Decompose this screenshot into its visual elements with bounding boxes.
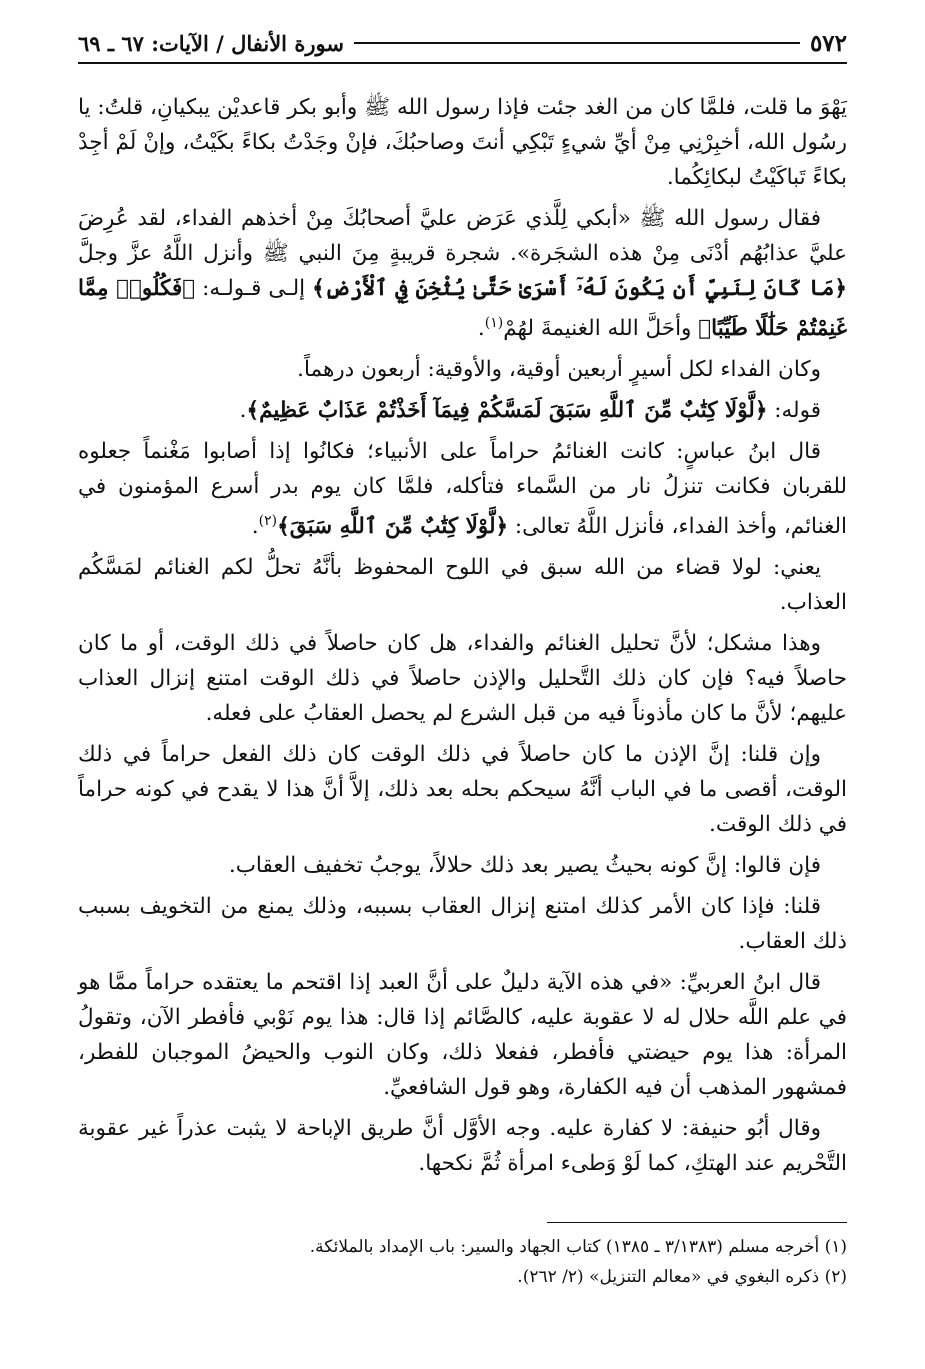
text-segment: قال ابنُ العربيِّ: «في هذه الآية دليلٌ على أنَّ العبد إذا اقتحم ما يعتقده حراماً ممَّا هو في علم اللَّه حلال له لا عقوبة عليه، كالصَّائم إذا قال: هذا يوم نَوْبي فأفطر الآن، وتقولُ المرأة: هذا يوم حيضتي فأفطر، ففعلا ذلك، وكان النوب والحيضُ الموجبان للفطر، فمشهور المذهب أن فيه الكفارة، وهو قول الشافعيِّ.: [78, 970, 847, 1101]
paragraph: [78, 737, 847, 842]
body-text: [78, 90, 847, 1187]
paragraph: [78, 90, 847, 195]
paragraph: [78, 201, 847, 346]
header-line: [354, 42, 800, 44]
footnotes: [78, 1232, 847, 1292]
text-segment: وإن قلنا: إنَّ الإذن ما كان حاصلاً في ذلك الوقت كان ذلك الفعل حراماً في ذلك الوقت، أقصى ما في الباب أنَّهُ سيحكم بحله بعد ذلك، إلاَّ أنَّ هذا لا يقدح في كونه حراماً في ذلك الوقت.: [78, 742, 847, 838]
quran-verse: ﴿لَّوْلَا كِتَٰبٌ مِّنَ ٱللَّهِ سَبَقَ لَمَسَّكُمْ فِيمَآ أَخَذْتُمْ عَذَابٌ عَظِيمٌ﴾: [246, 398, 768, 424]
text-segment: يعني: لولا قضاء من الله سبق في اللوح المحفوظ بأنَّهُ تحلُّ لكم الغنائم لمَسَّكُم العذاب.: [78, 555, 847, 616]
text-segment: وهذا مشكل؛ لأنَّ تحليل الغنائم والفداء، هل كان حاصلاً في ذلك الوقت، أو ما كان حاصلاً فيه؟ فإن كان ذلك التَّحليل والإذن حاصلاً في ذلك الوقت امتنع إنزال العذاب عليهم؛ لأنَّ ما كان مأذوناً فيه من قبل الشرع لم يحصل العقابُ على فعله.: [78, 631, 847, 727]
page-header: [78, 26, 847, 60]
text-segment: قلنا: فإذا كان الأمر كذلك امتنع إنزال العقاب بسببه، وذلك يمنع من التخويف بسبب ذلك العقاب.: [78, 894, 847, 955]
text-segment: يَهْوَ ما قلت، فلمَّا كان من الغد جئت فإذا رسول الله ﷺ وأبو بكر قاعديْن يبكيانِ، قلتُ: يا رسُول الله، أخبِرْنِي مِنْ أيِّ شيءٍ تَبْكِي أنتَ وصاحبُكَ، فإنْ وجَدْتُ بكاءً بكَيْتُ، وإنْ لَمْ أجِدْ بكاءً تَباكَيْتُ لبكائِكُما.: [78, 95, 847, 190]
paragraph: [78, 889, 847, 959]
header-rule: [78, 62, 847, 64]
text-segment: .: [239, 398, 247, 424]
paragraph: [78, 1111, 847, 1181]
paragraph: [78, 393, 847, 428]
page-number: ٥٧٢: [809, 29, 847, 57]
paragraph: [78, 352, 847, 387]
text-segment: فقال رسول الله ﷺ «أبكي لِلَّذي عَرَض عليَّ أصحابُكَ مِنْ أخذهم الفداء، لقد عُرِضَ عليَّ عذابُهُم أدْنَى مِنْ هذه الشجَرة». شجرة قريبةٍ مِنَ النبي ﷺ وأنزل اللَّهُ عزَّ وجلَّ: [78, 206, 847, 266]
text-segment: إلـى قـولـه:: [195, 276, 313, 301]
text-segment: قال ابنُ عباسٍ: كانت الغنائمُ حراماً على الأنبياء؛ فكانُوا إذا أصابوا مَغْنماً جعلوه للقربان فكانت تنزلُ نار من السَّماء فتأكله، فلمَّا كان يوم بدر أسرع المؤمنون في الغنائم، وأخذ الفداء، فأنزل اللَّهُ تعالى:: [78, 439, 847, 540]
quran-verse: ﴿مَا كَانَ لِنَبِيٍّ أَن يَكُونَ لَهُۥٓ أَسْرَىٰ حَتَّىٰ يُثْخِنَ فِي ٱلْأَرْضِ﴾: [312, 276, 847, 301]
quran-verse: ﴿فَكُلُوا۟ مِمَّا غَنِمْتُمْ حَلَٰلًا طَيِّبًا﴾: [78, 276, 847, 342]
paragraph: [78, 434, 847, 544]
paragraph: [78, 965, 847, 1105]
paragraph: [78, 550, 847, 620]
text-segment: .: [477, 316, 485, 342]
footnote-ref: (٢): [258, 513, 278, 530]
footnote: (١) أخرجه مسلم (٣/١٣٨٣ ـ ١٣٨٥) كتاب الجهاد والسير: باب الإمداد بالملائكة.: [309, 1237, 847, 1257]
paragraph: [78, 848, 847, 883]
footnote-separator: [547, 1222, 847, 1223]
text-segment: وأحَلَّ الله الغنيمةَ لهُمْ: [503, 316, 699, 342]
running-title: سورة الأنفال / الآيات: ٦٧ ـ ٦٩: [78, 30, 344, 56]
text-segment: .: [251, 514, 259, 540]
text-segment: وكان الفداء لكل أسيرٍ أربعين أوقية، والأوقية: أربعون درهماً.: [297, 357, 821, 383]
footnote: (٢) ذكره البغوي في «معالم التنزيل» (٢/ ٢٦٢).: [517, 1267, 847, 1287]
quran-verse: ﴿لَّوْلَا كِتَٰبٌ مِّنَ ٱللَّهِ سَبَقَ﴾: [277, 514, 509, 540]
paragraph: [78, 626, 847, 731]
text-segment: فإن قالوا: إنَّ كونه بحيثُ يصير بعد ذلك حلالاً، يوجبُ تخفيف العقاب.: [228, 853, 821, 879]
text-segment: وقال أبُو حنيفة: لا كفارة عليه. وجه الأوَّل أنَّ طريق الإباحة لا يثبت عذراً غير عقوبة التَّحْريم عند الهتكِ، كما لَوْ وَطىء امرأة ثُمَّ نكحها.: [78, 1116, 847, 1177]
text-segment: قوله:: [767, 398, 821, 424]
footnote-ref: (١): [484, 315, 504, 331]
